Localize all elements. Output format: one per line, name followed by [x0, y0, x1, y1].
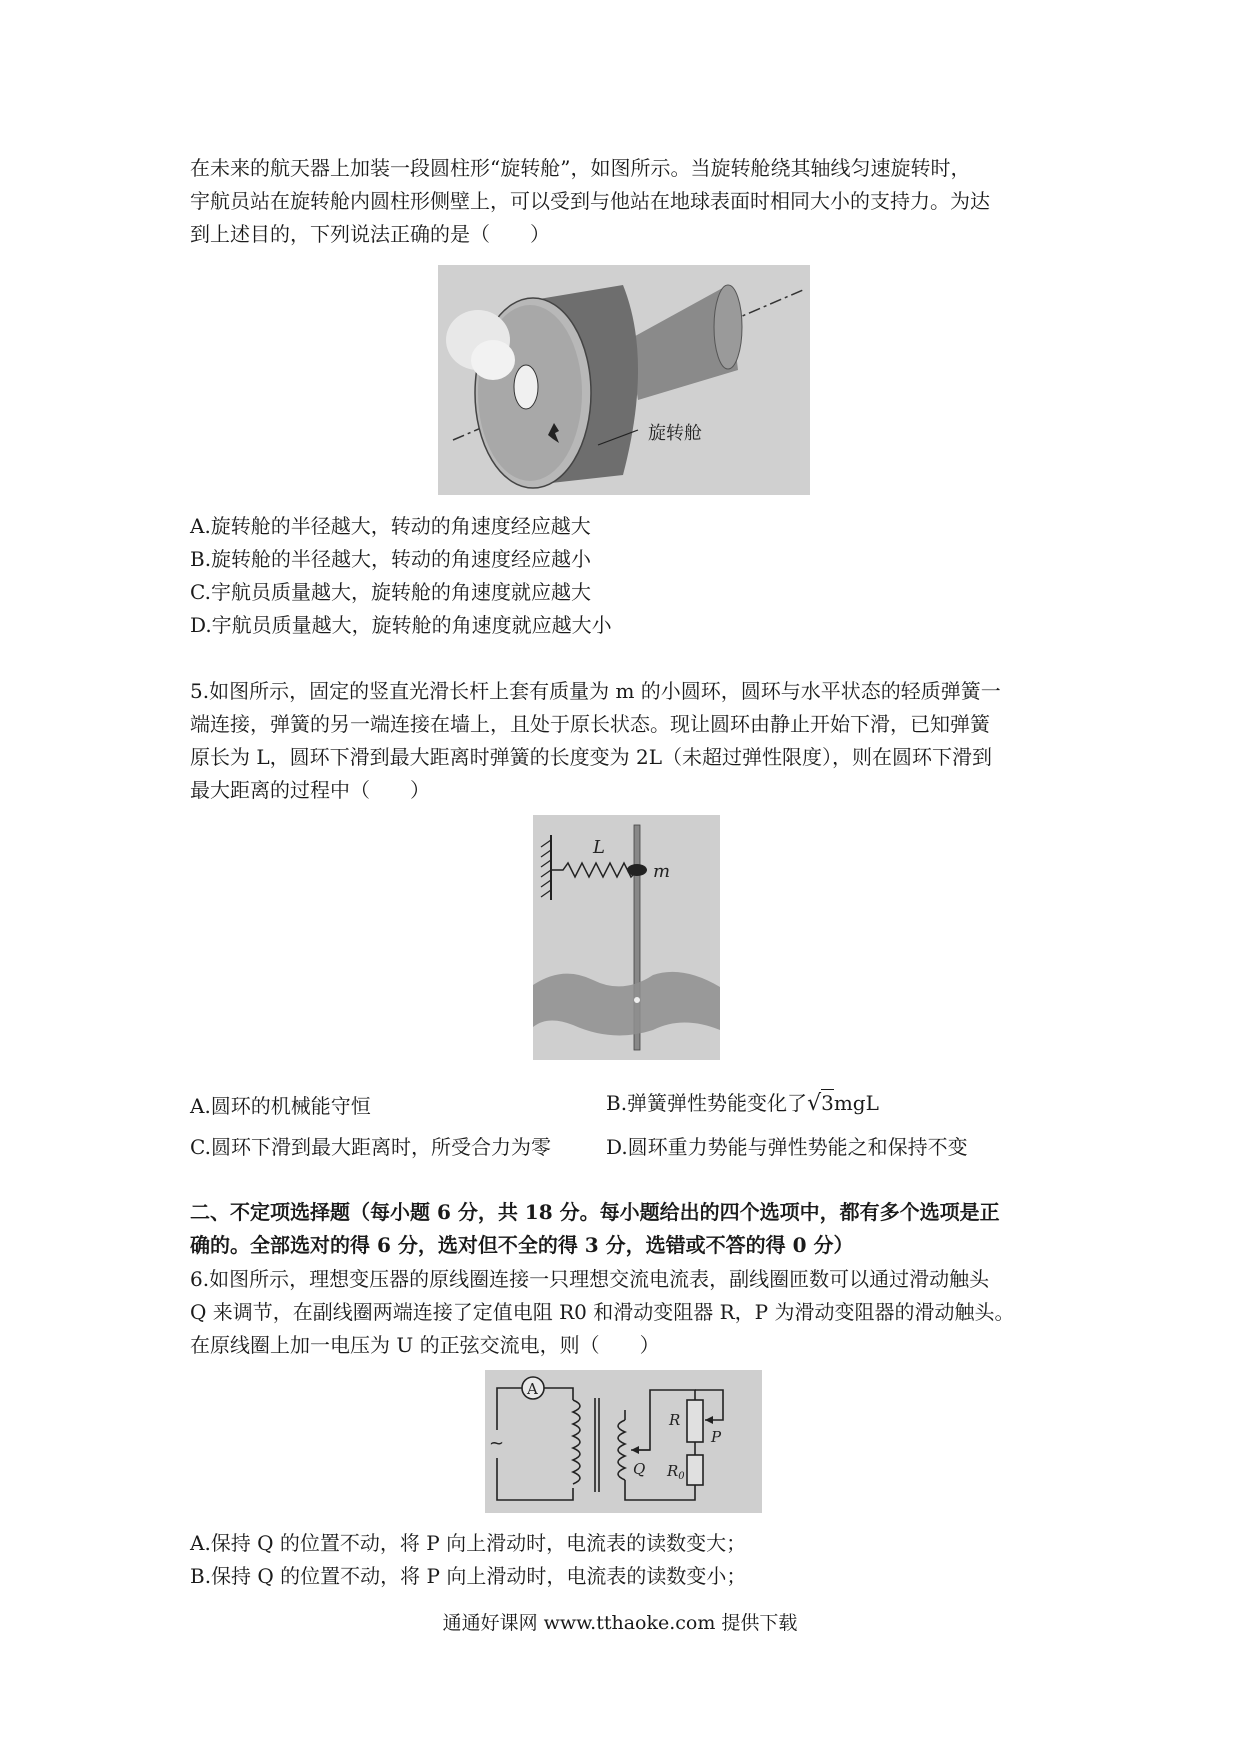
q5-option-b-prefix: B.弹簧弹性势能变化了 — [606, 1091, 808, 1115]
q5-stem-line-3: 原长为 L，圆环下滑到最大距离时弹簧的长度变为 2L（未超过弹性限度），则在圆环下滑到 — [190, 745, 993, 769]
ring — [627, 864, 647, 876]
rotating-cabin-figure — [438, 265, 810, 495]
q4-option-b: B.旋转舱的半径越大，转动的角速度经应越小 — [190, 547, 592, 571]
ac-source-icon: ~ — [489, 1433, 505, 1454]
transformer-circuit-figure — [485, 1370, 762, 1513]
q5-option-c: C.圆环下滑到最大距离时，所受合力为零 — [190, 1135, 551, 1159]
q5-option-b — [606, 1087, 879, 1120]
q4-option-a: A.旋转舱的半径越大，转动的角速度经应越大 — [190, 514, 591, 538]
q5-stem-line-1: 5.如图所示，固定的竖直光滑长杆上套有质量为 m 的小圆环，圆环与水平状态的轻质弹簧一 — [190, 679, 1001, 703]
q5-stem-line-4: 最大距离的过程中（ ） — [190, 778, 430, 802]
q6-option-a: A.保持 Q 的位置不动，将 P 向上滑动时，电流表的读数变大； — [190, 1531, 747, 1555]
q4-stem-line-3: 到上述目的，下列说法正确的是（ ） — [190, 222, 550, 246]
section2-heading-line-1: 二、不定项选择题（每小题 6 分，共 18 分。每小题给出的四个选项中，都有多个选项是正 — [190, 1200, 1000, 1224]
spring-ring-figure — [533, 815, 720, 1060]
slider-Q-label: Q — [633, 1460, 646, 1478]
q6-stem-line-3: 在原线圈上加一电压为 U 的正弦交流电，则（ ） — [190, 1333, 660, 1357]
resistor-R0 — [687, 1455, 703, 1485]
q5-option-b-suffix: mgL — [833, 1091, 879, 1115]
q4-stem-line-1: 在未来的航天器上加装一段圆柱形“旋转舱”，如图所示。当旋转舱绕其轴线匀速旋转时， — [190, 156, 971, 180]
resistor-R — [687, 1400, 703, 1442]
resistor-R-label: R — [669, 1411, 681, 1429]
q6-stem-line-1: 6.如图所示，理想变压器的原线圈连接一只理想交流电流表，副线圈匝数可以通过滑动触头 — [190, 1267, 990, 1291]
q5-stem-line-2: 端连接，弹簧的另一端连接在墙上，且处于原长状态。现让圆环由静止开始下滑，已知弹簧 — [190, 712, 990, 736]
sqrt-sign: √ — [807, 1091, 822, 1116]
q6-stem-line-2: Q 来调节，在副线圈两端连接了定值电阻 R0 和滑动变阻器 R，P 为滑动变阻器的滑动触头。 — [190, 1300, 1015, 1324]
q6-option-b: B.保持 Q 的位置不动，将 P 向上滑动时，电流表的读数变小； — [190, 1564, 747, 1588]
ammeter-label: A — [527, 1380, 538, 1398]
q5-option-a: A.圆环的机械能守恒 — [190, 1094, 371, 1118]
rotating-cabin-label: 旋转舱 — [648, 423, 702, 444]
q5-option-b-radicand: 3 — [821, 1091, 834, 1115]
section2-heading-line-2: 确的。全部选对的得 6 分，选对但不全的得 3 分，选错或不答的得 0 分） — [190, 1233, 854, 1257]
q5-option-d: D.圆环重力势能与弹性势能之和保持不变 — [606, 1135, 968, 1159]
page-footer: 通通好课网 www.tthaoke.com 提供下载 — [442, 1612, 798, 1634]
q4-option-c: C.宇航员质量越大，旋转舱的角速度就应越大 — [190, 580, 591, 604]
spring-label-L: L — [593, 837, 605, 858]
q4-stem-line-2: 宇航员站在旋转舱内圆柱形侧壁上，可以受到与他站在地球表面时相同大小的支持力。为达 — [190, 189, 990, 213]
slider-P-label: P — [711, 1428, 722, 1446]
q4-option-d: D.宇航员质量越大，旋转舱的角速度就应越大小 — [190, 613, 612, 637]
resistor-R0-label: $R_0$ — [667, 1462, 685, 1482]
ring-label-m: m — [653, 861, 671, 882]
